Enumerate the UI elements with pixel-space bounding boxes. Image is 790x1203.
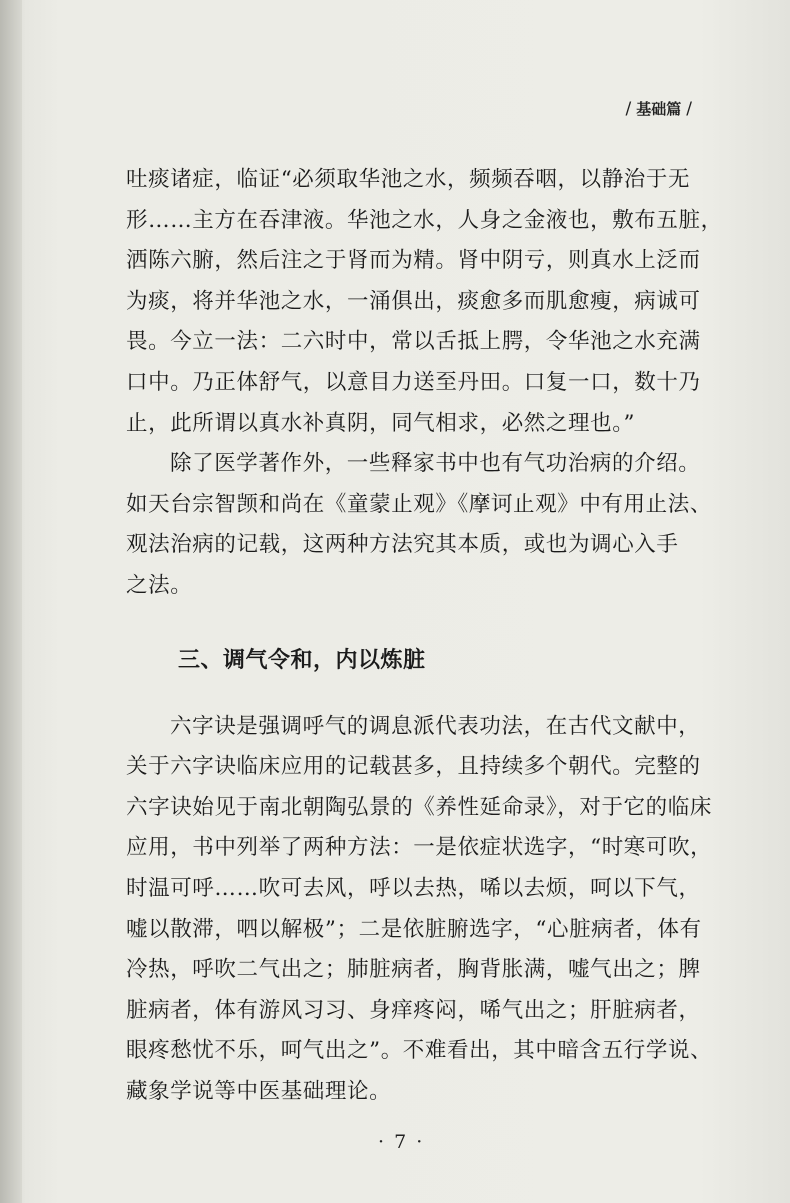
text-line: 六字诀是强调呼气的调息派代表功法，在古代文献中， xyxy=(170,713,701,739)
body-text xyxy=(126,160,723,1112)
text-line: 观法治病的记载，这两种方法究其本质，或也为调心入手 xyxy=(126,532,679,558)
text-line: 畏。今立一法：二六时中，常以舌抵上腭，令华池之水充满 xyxy=(126,329,701,355)
running-header xyxy=(626,98,692,119)
text-line: 洒陈六腑，然后注之于肾而为精。肾中阴亏，则真水上泛而 xyxy=(126,248,701,274)
text-line: 形……主方在吞津液。华池之水，人身之金液也，敷布五脏， xyxy=(126,207,723,233)
text-line: 嘘以散滞，呬以解极”；二是依脏腑选字，“心脏病者，体有 xyxy=(126,916,702,942)
text-line: 眼疼愁忧不乐，呵气出之”。不难看出，其中暗含五行学说、 xyxy=(126,1038,713,1064)
text-line: 关于六字诀临床应用的记载甚多，且持续多个朝代。完整的 xyxy=(126,754,701,780)
text-line: 吐痰诸症，临证“必须取华池之水，频频吞咽，以静治于无 xyxy=(126,167,691,192)
text-line: 应用，书中列举了两种方法：一是依症状选字，“时寒可吹， xyxy=(126,835,713,861)
paragraph xyxy=(126,444,712,606)
text-line: 为痰，将并华池之水，一涌俱出，痰愈多而肌愈瘦，病诚可 xyxy=(126,288,701,314)
page-number: · 7 · xyxy=(378,1131,425,1153)
text-line: 藏象学说等中医基础理论。 xyxy=(126,1078,392,1104)
section-heading: 三、调气令和，内以炼脏 xyxy=(178,647,426,673)
header-slash-right: / xyxy=(686,98,692,119)
text-line: 脏病者，体有游风习习、身痒疼闷，唏气出之；肝脏病者， xyxy=(126,997,701,1023)
text-line: 如天台宗智𫖮和尚在《童蒙止观》《摩诃止观》中有用止法、 xyxy=(126,491,712,517)
header-section-title: 基础篇 xyxy=(636,100,682,118)
text-line: 时温可呼……吹可去风，呼以去热，唏以去烦，呵以下气， xyxy=(126,875,701,901)
text-line: 之法。 xyxy=(126,572,193,598)
paragraph xyxy=(126,160,723,444)
header-slash-left: / xyxy=(625,98,632,119)
page-gutter-shadow xyxy=(0,0,22,1203)
text-line: 止，此所谓以真水补真阴，同气相求，必然之理也。” xyxy=(126,410,636,436)
text-line: 口中。乃正体舒气，以意目力送至丹田。口复一口，数十乃 xyxy=(126,369,701,395)
paragraph xyxy=(126,707,713,1113)
text-line: 冷热，呼吹二气出之；肺脏病者，胸背胀满，嘘气出之；脾 xyxy=(126,957,701,983)
text-line: 六字诀始见于南北朝陶弘景的《养性延命录》，对于它的临床 xyxy=(126,794,712,820)
text-line: 除了医学著作外，一些释家书中也有气功治病的介绍。 xyxy=(170,451,701,477)
